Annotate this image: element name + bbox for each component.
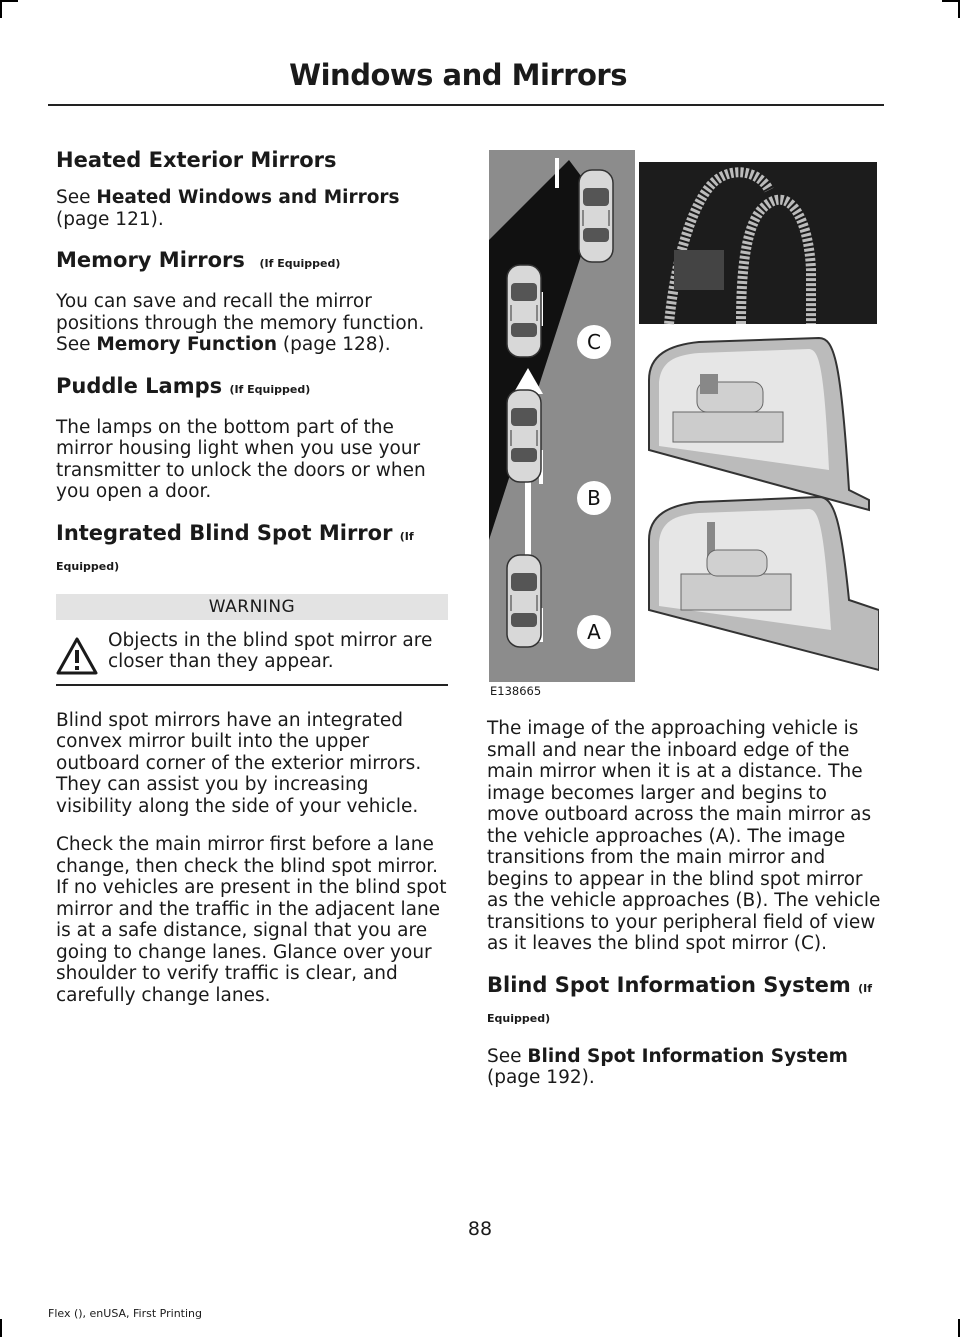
bsis-heading: Blind Spot Information System (If Equipped) xyxy=(487,972,872,1025)
figure-label-a: A xyxy=(587,620,601,644)
puddle-lamps-text: The lamps on the bottom part of the mirror housing light when you use your transmitter to unlock the doors or when you open a door. xyxy=(56,416,426,502)
vehicle-icon xyxy=(507,390,541,482)
warning-text: Objects in the blind spot mirror are closer than they appear. xyxy=(108,629,433,672)
mirror-view-c xyxy=(639,162,877,324)
footer-text: Flex (), enUSA, First Printing xyxy=(48,1307,202,1320)
memory-mirrors-heading: Memory Mirrors (If Equipped) xyxy=(56,248,341,272)
blind-spot-mirror-heading: Integrated Blind Spot Mirror (If Equipped) xyxy=(56,520,414,573)
crop-mark xyxy=(942,0,960,2)
blind-spot-paragraph-1: Blind spot mirrors have an integrated convex mirror built into the upper outboard corner of the exterior mirrors. They can assist you by increasing visibility along the side of your vehicle. xyxy=(56,709,422,817)
left-column xyxy=(56,147,448,1023)
bsis-text: See Blind Spot Information System (page 192). xyxy=(487,1045,848,1088)
heated-mirrors-text: See Heated Windows and Mirrors (page 121). xyxy=(56,187,400,230)
memory-mirrors-text: You can save and recall the mirror positions through the memory function. See Memory Function (page 128). xyxy=(56,291,425,355)
heated-mirrors-heading: Heated Exterior Mirrors xyxy=(56,148,337,172)
approaching-vehicle-text: The image of the approaching vehicle is small and near the inboard edge of the main mirror when it is at a distance. The image becomes larger and begins to move outboard across the main mirror as the vehicle approaches (A). The image transitions from the main mirror and begins to appear in the blind spot mirror as the vehicle approaches (B). The vehicle transitions to your peripheral field of view as it leaves the blind spot mirror (C). xyxy=(487,718,881,954)
memory-function-link[interactable]: Memory Function xyxy=(96,334,278,355)
figure-code: E138665 xyxy=(490,684,542,698)
bsis-link[interactable]: Blind Spot Information System xyxy=(527,1045,848,1067)
crop-mark xyxy=(0,0,18,2)
vehicle-icon xyxy=(507,555,541,647)
crop-mark xyxy=(0,1319,2,1337)
header-rule xyxy=(48,104,884,106)
figure-label-b: B xyxy=(587,486,601,510)
puddle-lamps-heading: Puddle Lamps (If Equipped) xyxy=(56,373,311,398)
blind-spot-paragraph-2: Check the main mirror first before a lane change, then check the blind spot mirror. If no vehicles are present in the blind spot mirror and the traffic in the adjacent lane is at a safe distance, signal that you are going to change lanes. Glance over your shoulder to verify traffic is clear, and carefully change lanes. xyxy=(56,834,447,1006)
page-title: Windows and Mirrors xyxy=(289,58,627,92)
warning-header: WARNING xyxy=(56,594,448,620)
warning-triangle-icon xyxy=(56,636,98,676)
right-column xyxy=(487,718,883,1106)
crop-mark xyxy=(0,0,2,18)
vehicle-icon xyxy=(579,170,613,262)
figure-label-c: C xyxy=(587,330,601,354)
warning-box xyxy=(56,620,448,686)
page-number: 88 xyxy=(467,1218,493,1240)
vehicle-icon xyxy=(507,265,541,357)
heated-windows-link[interactable]: Heated Windows and Mirrors xyxy=(96,187,400,208)
blind-spot-figure xyxy=(489,150,879,682)
